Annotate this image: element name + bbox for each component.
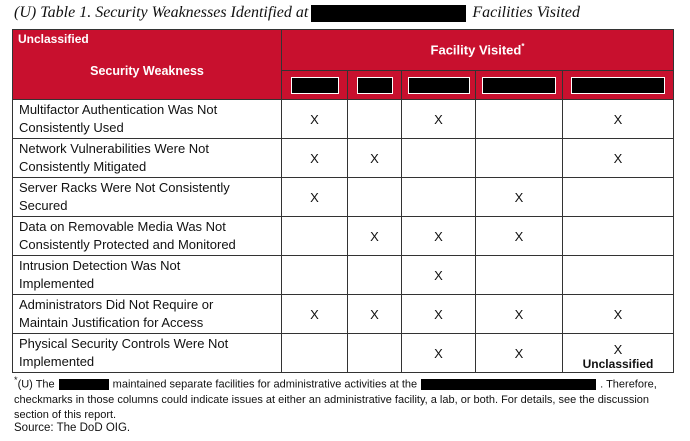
redaction-bar [357, 77, 393, 94]
check-mark [402, 178, 476, 217]
redaction-bar [482, 77, 556, 94]
table-row [13, 334, 674, 373]
redaction-bar [311, 5, 466, 22]
table-row [13, 178, 674, 217]
table-row [13, 256, 674, 295]
security-weakness-table [12, 29, 674, 373]
table-title-prefix: (U) Table 1. Security Weaknesses Identified at [14, 4, 309, 21]
check-mark: X [348, 295, 402, 334]
check-mark: X [348, 139, 402, 178]
weakness-label: Physical Security Controls Were Not Implemented [13, 334, 282, 373]
table-row [13, 100, 674, 139]
weakness-label: Multifactor Authentication Was Not Consistently Used [13, 100, 282, 139]
check-mark [476, 100, 563, 139]
facility-subheader [563, 71, 674, 100]
check-mark [348, 178, 402, 217]
check-mark: X [402, 334, 476, 373]
table-footnote [14, 373, 664, 423]
facility-subheader [282, 71, 348, 100]
classification-marking: Unclassified [18, 32, 89, 46]
check-mark [348, 256, 402, 295]
check-mark [476, 139, 563, 178]
table-row [13, 295, 674, 334]
table-row [13, 217, 674, 256]
check-mark: X [476, 178, 563, 217]
check-mark [282, 217, 348, 256]
footnote-text-3: . Therefore, checkmarks in those columns could indicate issues at either an administrative facility, a lab, or both. For details, see the discussion section of this report. [14, 378, 657, 421]
check-mark: X [282, 100, 348, 139]
facility-subheader [348, 71, 402, 100]
check-mark [563, 256, 674, 295]
redaction-bar [408, 77, 470, 94]
check-mark [563, 217, 674, 256]
weakness-label: Administrators Did Not Require or Maintain Justification for Access [13, 295, 282, 334]
classification-marking-footer: Unclassified [582, 357, 654, 371]
redaction-bar [291, 77, 339, 94]
check-mark [348, 100, 402, 139]
check-mark: X [563, 139, 674, 178]
weakness-label: Data on Removable Media Was Not Consistently Protected and Monitored [13, 217, 282, 256]
redaction-bar [421, 379, 596, 390]
check-mark [476, 256, 563, 295]
check-mark [348, 334, 402, 373]
facility-header-label: Facility Visited [430, 42, 522, 58]
table-title [14, 2, 580, 24]
check-mark: X [476, 334, 563, 373]
redaction-bar [59, 379, 109, 390]
footnote-text-2: maintained separate facilities for administrative activities at the [112, 378, 418, 391]
check-mark [563, 178, 674, 217]
check-mark [282, 256, 348, 295]
check-mark [282, 334, 348, 373]
redaction-bar [571, 77, 665, 94]
check-mark: X [402, 256, 476, 295]
check-mark [402, 139, 476, 178]
weakness-label: Network Vulnerabilities Were Not Consistently Mitigated [13, 139, 282, 178]
table-row [13, 139, 674, 178]
check-mark: X [563, 100, 674, 139]
check-mark: X [476, 217, 563, 256]
check-mark: X [402, 100, 476, 139]
weakness-header-cell [13, 30, 282, 100]
check-mark: X [282, 295, 348, 334]
check-mark: X [348, 217, 402, 256]
footnote-marker: * [521, 42, 525, 52]
check-mark: X [402, 217, 476, 256]
check-mark: X [402, 295, 476, 334]
footnote-text-1: (U) The [17, 378, 55, 391]
weakness-label: Intrusion Detection Was Not Implemented [13, 256, 282, 295]
source-line: Source: The DoD OIG. [14, 422, 131, 434]
check-mark: X [282, 178, 348, 217]
facility-subheader [476, 71, 563, 100]
facility-column-header [282, 30, 674, 71]
check-mark: X [476, 295, 563, 334]
check-mark: X [282, 139, 348, 178]
table-title-suffix: Facilities Visited [472, 4, 580, 21]
weakness-column-header: Security Weakness [90, 64, 204, 78]
weakness-label: Server Racks Were Not Consistently Secured [13, 178, 282, 217]
footnote-marker: * [14, 375, 18, 385]
last-check-cell [563, 334, 674, 373]
facility-subheader [402, 71, 476, 100]
check-mark: X [563, 295, 674, 334]
check-mark: X [613, 341, 623, 357]
